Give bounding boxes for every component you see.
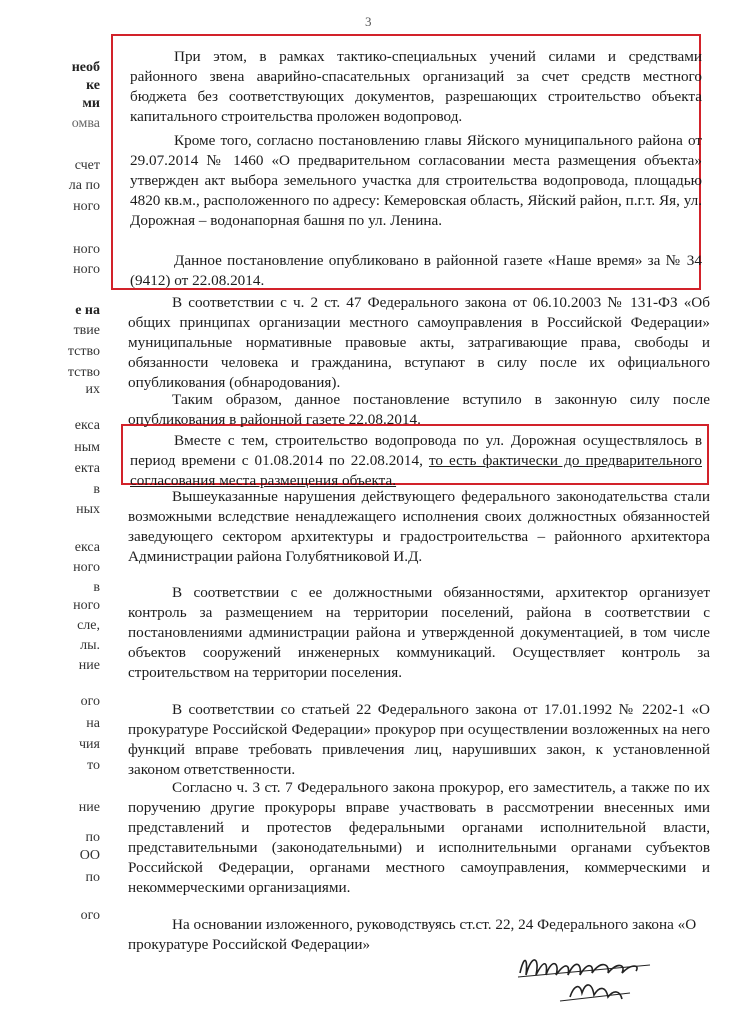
fragment: омва — [71, 116, 100, 131]
paragraph: При этом, в рамках тактико-специальных учений силами и средствами районного звена аварийно-спасательных организаций за счет средств местного бюджета без соответствующих документов, разрешающих строительство объекта капитального строительства проложен водопровод. — [130, 48, 702, 125]
fragment: чия — [79, 737, 100, 752]
fragment: ного — [73, 598, 100, 613]
fragment: по — [85, 830, 100, 845]
paragraph: Согласно ч. 3 ст. 7 Федерального закона прокурор, его заместитель, а также по их поручению другие прокуроры вправе участвовать в рассмотрении внесенных ими представлений и протестов федеральными органами исполнительной власти, представительными (законодательными) и исполнительными органами субъектов Российской Федерации, органами местного самоуправления, коммерческими и некоммерческими организациями. — [128, 779, 710, 896]
fragment: ого — [80, 694, 100, 709]
fragment: сле, — [77, 618, 100, 633]
page-number: 3 — [365, 14, 372, 29]
fragment: счет — [74, 158, 100, 173]
handwritten-signature — [510, 935, 710, 1015]
fragment: екса — [74, 418, 100, 433]
fragment: ми — [82, 96, 100, 111]
fragment: в — [93, 580, 100, 595]
paragraph: Кроме того, согласно постановлению главы Яйского муниципального района от 29.07.2014 № 1460 «О предварительном согласовании места размещения объекта» утвержден акт выбора земельного участка для строительства водопровода, площадью 4820 кв.м., расположенного по адресу: Кемеровская область, Яйский район, п.г.т. Яя, ул. Дорожная – водонапорная башня по ул. Ленина. — [130, 132, 702, 229]
fragment: в — [93, 482, 100, 497]
fragment: ние — [78, 658, 100, 673]
fragment: екса — [74, 540, 100, 555]
fragment: тство — [67, 344, 100, 359]
paragraph: На основании изложенного, руководствуясь ст.ст. 22, 24 Федерального закона «О прокуратуре Российской Федерации» — [128, 916, 697, 953]
fragment: необ — [71, 60, 100, 75]
paragraph: Данное постановление опубликовано в районной газете «Наше время» за № 34 (9412) от 22.08.2014. — [130, 252, 702, 289]
paragraph: В соответствии со статьей 22 Федерального закона от 17.01.1992 № 2202-1 «О прокуратуре Российской Федерации» прокурор при осуществлении возложенных на него функций вправе требовать привлечения лиц, нарушивших закон, к установленной законом ответственности. — [128, 701, 710, 778]
paragraph: Вышеуказанные нарушения действующего федерального законодательства стали возможными вследствие ненадлежащего исполнения своих должностных обязанностей заведующего сектором архитектуры и градостроительства – районного архитектора Администрации района Голубятниковой И.Д. — [128, 488, 710, 565]
fragment: ного — [73, 560, 100, 575]
fragment: ным — [74, 440, 100, 455]
adjacent-page-fragments — [0, 0, 100, 1024]
fragment: екта — [74, 461, 100, 476]
fragment: ого — [80, 908, 100, 923]
paragraph: В соответствии с ч. 2 ст. 47 Федерального закона от 06.10.2003 № 131-ФЗ «Об общих принципах организации местного самоуправления в Российской Федерации» муниципальные нормативные правовые акты, затрагивающие права, свободы и обязанности человека и гражданина, вступают в силу после их официального опубликования (обнародования). — [128, 294, 710, 391]
fragment: ных — [76, 502, 100, 517]
fragment: лы. — [80, 638, 100, 653]
highlighted-text-underlined: то есть фактически до предварительного согласования места размещения объекта. — [130, 452, 702, 489]
fragment: то — [87, 758, 100, 773]
fragment: ного — [73, 199, 100, 214]
paragraph: Таким образом, данное постановление вступило в законную силу после опубликования в районной газете 22.08.2014. — [128, 391, 710, 428]
fragment: ла по — [68, 178, 100, 193]
fragment: их — [85, 382, 100, 397]
fragment: на — [86, 716, 100, 731]
fragment: тство — [67, 365, 100, 380]
fragment: ОО — [79, 848, 100, 863]
fragment: по — [85, 870, 100, 885]
fragment: е на — [75, 303, 100, 318]
fragment: ние — [78, 800, 100, 815]
paragraph: В соответствии с ее должностными обязанностями, архитектор организует контроль за размещением на территории поселений, района в соответствии с постановлениями администрации района и утвержденной документацией, в том числе объектов сооружений инженерных коммуникаций. Осуществляет контроль за строительством на территории поселения. — [128, 584, 710, 681]
fragment: твие — [73, 323, 100, 338]
fragment: ного — [73, 262, 100, 277]
fragment: ного — [73, 242, 100, 257]
fragment: ке — [86, 78, 100, 93]
highlighted-paragraph — [130, 431, 702, 491]
highlighted-text: Вместе с тем, строительство водопровода по ул. Дорожная осуществлялось в период времени с 01.08.2014 по 22.08.2014, — [130, 432, 702, 469]
